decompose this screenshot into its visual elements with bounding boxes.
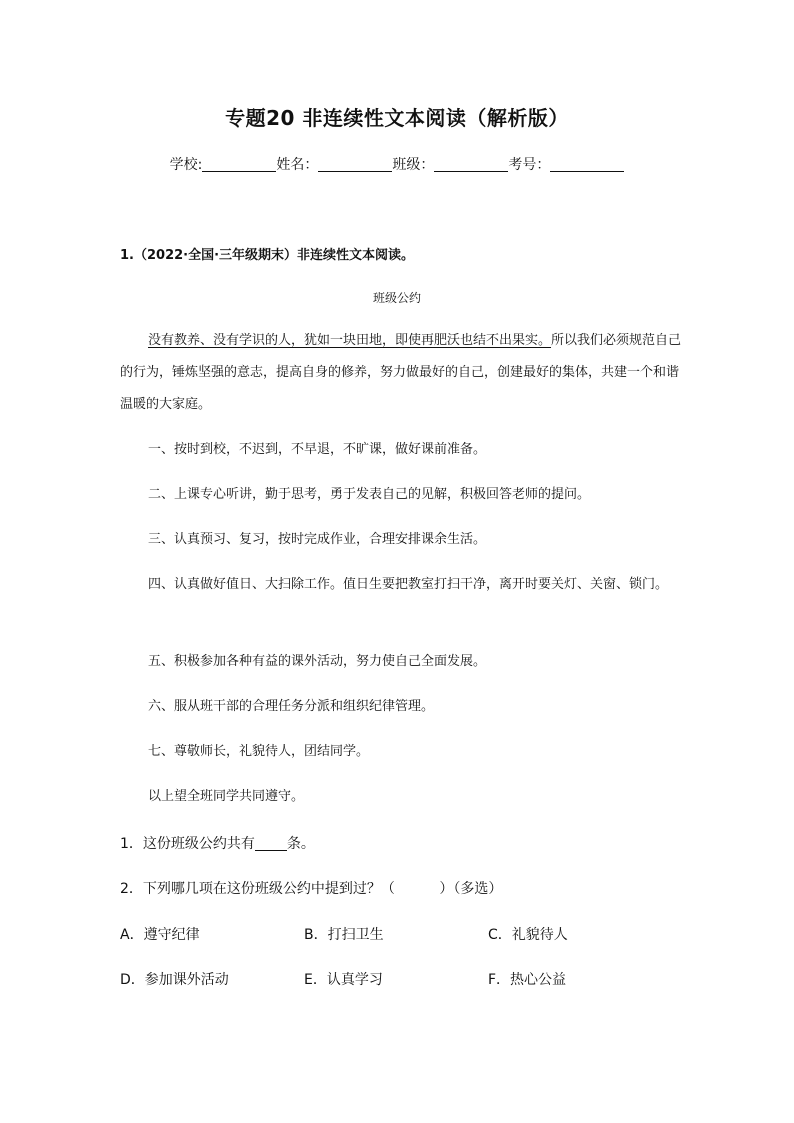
school-label: 学校:	[169, 157, 203, 173]
passage-title: 班级公约	[372, 291, 421, 305]
school-blank	[202, 157, 276, 172]
rule-item: 三、认真预习、复习，按时完成作业，合理安排课余生活。	[148, 532, 487, 547]
rule-item: 一、按时到校，不迟到，不早退，不旷课，做好课前准备。	[148, 442, 487, 457]
class-label: 班级：	[392, 157, 435, 173]
sub-question-2: 2．下列哪几项在这份班级公约中提到过？（ ）（多选）	[120, 881, 503, 897]
rule-item: 二、上课专心听讲，勤于思考，勇于发表自己的见解，积极回答老师的提问。	[148, 487, 591, 502]
option-b[interactable]: B．打扫卫生	[304, 927, 384, 943]
question-header: 1.（2022·全国·三年级期末）非连续性文本阅读。	[120, 248, 415, 263]
class-blank	[434, 157, 508, 172]
student-info-line	[0, 154, 794, 174]
closing-line: 以上望全班同学共同遵守。	[148, 789, 305, 804]
name-label: 姓名：	[276, 157, 319, 173]
option-d[interactable]: D．参加课外活动	[120, 972, 229, 988]
option-e[interactable]: E．认真学习	[304, 972, 383, 988]
page-title: 专题20 非连续性文本阅读（解析版）	[225, 106, 569, 130]
option-f[interactable]: F．热心公益	[488, 972, 567, 988]
rule-item: 六、服从班干部的合理任务分派和组织纪律管理。	[148, 699, 435, 714]
name-blank	[318, 157, 392, 172]
q1-answer-blank[interactable]	[255, 836, 287, 851]
rule-item: 四、认真做好值日、大扫除工作。值日生要把教室打扫干净，离开时要关灯、关窗、锁门。	[148, 577, 669, 592]
rule-item: 五、积极参加各种有益的课外活动，努力使自己全面发展。	[148, 654, 487, 669]
intro-paragraph	[120, 325, 690, 421]
q1-prefix: 1．这份班级公约共有	[120, 836, 255, 852]
option-a[interactable]: A．遵守纪律	[120, 927, 200, 943]
rule-item: 七、尊敬师长，礼貌待人，团结同学。	[148, 744, 370, 759]
number-blank	[550, 157, 624, 172]
intro-rest: 所以我们必须规范自己的行为，锤炼坚强的意志，提高自身的修养，努力做最好的自己，创建最好的集体，共建一个和谐温暖的大家庭。	[120, 333, 682, 412]
intro-underlined-sentence: 没有教养、没有学识的人，犹如一块田地，即使再肥沃也结不出果实。	[148, 333, 552, 348]
option-c[interactable]: C．礼貌待人	[488, 927, 568, 943]
sub-question-1	[120, 833, 315, 853]
q1-suffix: 条。	[286, 836, 315, 852]
number-label: 考号：	[508, 157, 551, 173]
